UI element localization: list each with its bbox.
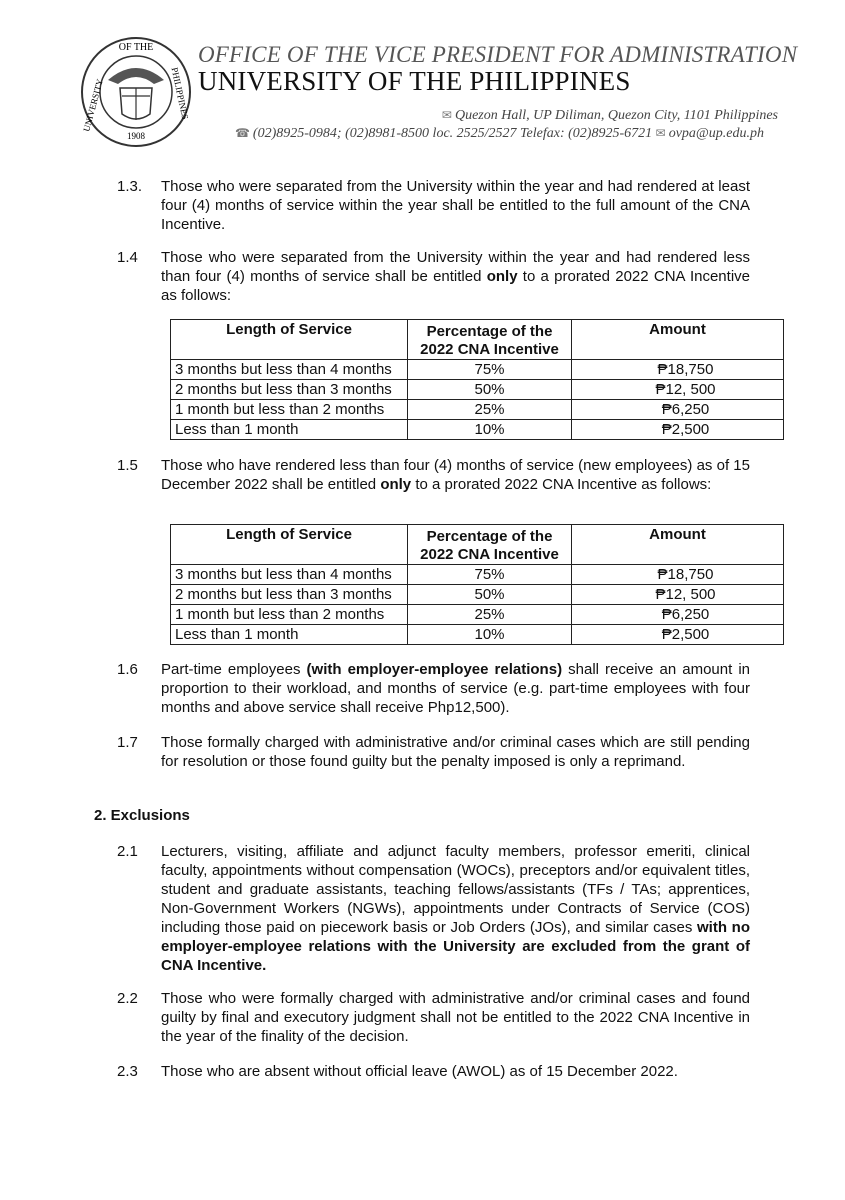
up-seal-logo	[80, 36, 192, 148]
mail-icon: ✉	[441, 108, 452, 122]
col-percentage: Percentage of the 2022 CNA Incentive	[408, 320, 572, 360]
table-header-row	[171, 320, 784, 360]
address-line	[442, 108, 778, 124]
item-number: 2.1	[117, 843, 138, 860]
email-icon: ✉	[655, 126, 666, 140]
table-row: 1 month but less than 2 months 25% ₱6,250	[171, 605, 784, 625]
prorate-table-separated	[170, 319, 784, 440]
item-1-4: Those who were separated from the University within the year and had rendered less than four (4) months of service shall be entitled only to a prorated 2022 CNA Incentive as follows:	[161, 249, 750, 304]
table-row: 3 months but less than 4 months 75% ₱18,750	[171, 360, 784, 380]
exclusions-heading: 2. Exclusions	[94, 807, 190, 824]
seal-year: 1908	[127, 131, 145, 141]
table-row: 2 months but less than 3 months 50% ₱12, 500	[171, 380, 784, 400]
item-1-7: Those formally charged with administrative and/or criminal cases which are still pending for resolution or those found guilty but the penalty imposed is only a reprimand.	[161, 734, 750, 770]
item-1-3: Those who were separated from the University within the year and had rendered at least four (4) months of service within the year shall be entitled to the full amount of the CNA Incentive.	[161, 178, 750, 233]
item-number: 2.3	[117, 1063, 138, 1080]
phone-icon: ☎	[234, 126, 250, 140]
col-length-of-service: Length of Service	[171, 320, 408, 360]
item-number: 2.2	[117, 990, 138, 1007]
item-2-1: Lecturers, visiting, affiliate and adjunct faculty members, professor emeriti, clinical faculty, appointments without compensation (WOCs), preceptors and/or equivalent titles, student and graduate assistants, teaching fellows/assistants (TFs / TAs; apprentices, Non-Government Workers (NGWs), appointments under Contracts of Service (COS) including those paid on piecework basis or Job Orders (JOs), and similar cases with no employer-employee relations with the University are excluded from the grant of CNA Incentive.	[161, 843, 750, 974]
table-row: Less than 1 month 10% ₱2,500	[171, 420, 784, 440]
seal-text-top: OF THE	[118, 42, 154, 53]
contact-line	[235, 126, 764, 142]
item-2-3: Those who are absent without official leave (AWOL) as of 15 December 2022.	[161, 1063, 678, 1080]
item-2-2: Those who were formally charged with administrative and/or criminal cases and found guilty by final and executory judgment shall not be entitled to the 2022 CNA Incentive in the year of the finality of the decision.	[161, 990, 750, 1045]
table-header-row	[171, 525, 784, 565]
table-row: Less than 1 month 10% ₱2,500	[171, 625, 784, 645]
table-row: 1 month but less than 2 months 25% ₱6,250	[171, 400, 784, 420]
item-number: 1.3.	[117, 178, 143, 195]
item-1-5: Those who have rendered less than four (4) months of service (new employees) as of 15 December 2022 shall be entitled only to a prorated 2022 CNA Incentive as follows:	[161, 457, 750, 493]
seal-text-left: UNIVERSITY	[81, 77, 105, 133]
item-number: 1.6	[117, 661, 138, 678]
col-length-of-service: Length of Service	[171, 525, 408, 565]
col-percentage: Percentage of the 2022 CNA Incentive	[408, 525, 572, 565]
letterhead	[198, 42, 798, 141]
col-amount: Amount	[572, 525, 784, 565]
table-row: 3 months but less than 4 months 75% ₱18,750	[171, 565, 784, 585]
seal-text-right: PHILIPPINES	[169, 66, 191, 121]
contact-text: (02)8925-0984; (02)8981-8500 loc. 2525/2527 Telefax: (02)8925-6721	[252, 126, 653, 141]
item-number: 1.4	[117, 249, 138, 266]
item-number: 1.7	[117, 734, 138, 751]
university-name: UNIVERSITY OF THE PHILIPPINES	[198, 66, 631, 96]
item-1-6: Part-time employees (with employer-employee relations) shall receive an amount in proportion to their workload, and months of service (e.g. part-time employees with four months and above service shall receive Php12,500).	[161, 661, 751, 716]
office-name: OFFICE OF THE VICE PRESIDENT FOR ADMINISTRATION	[198, 42, 798, 67]
table-row: 2 months but less than 3 months 50% ₱12, 500	[171, 585, 784, 605]
address-text: Quezon Hall, UP Diliman, Quezon City, 1101 Philippines	[454, 108, 778, 123]
col-amount: Amount	[572, 320, 784, 360]
email-text: ovpa@up.edu.ph	[668, 126, 764, 141]
item-number: 1.5	[117, 457, 138, 474]
prorate-table-new-employees	[170, 524, 784, 645]
